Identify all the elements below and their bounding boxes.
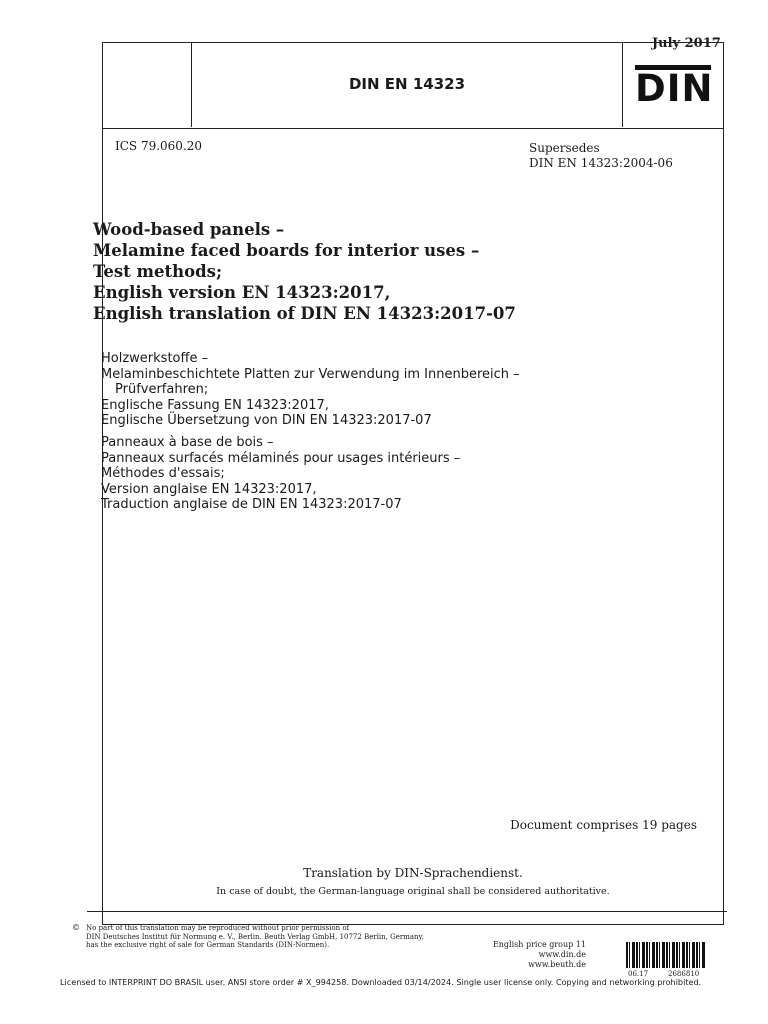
footer-legal bbox=[72, 923, 456, 950]
title-de-line: Melaminbeschichtete Platten zur Verwendung im Innenbereich – bbox=[101, 366, 520, 382]
web-link-din[interactable]: www.din.de bbox=[538, 950, 586, 959]
title-fr-line: Traduction anglaise de DIN EN 14323:2017-07 bbox=[101, 497, 402, 512]
title-fr-line: Panneaux à base de bois – bbox=[101, 435, 274, 450]
barcode bbox=[626, 942, 706, 968]
title-de-line: Englische Übersetzung von DIN EN 14323:2017-07 bbox=[101, 413, 432, 428]
din-logo bbox=[635, 65, 714, 110]
supersedes-block bbox=[529, 141, 673, 171]
publication-date: July 2017 bbox=[652, 36, 721, 51]
header-right-cell bbox=[622, 43, 723, 127]
legal-line: No part of this translation may be reproduced without prior permission of bbox=[86, 924, 350, 932]
title-en-line: Melamine faced boards for interior uses – bbox=[93, 241, 480, 260]
legal-line: has the exclusive right of sale for German Standards (DIN-Normen). bbox=[86, 941, 330, 949]
title-english bbox=[93, 219, 693, 324]
legal-line: DIN Deutsches Institut für Normung e. V., Berlin. Beuth Verlag GmbH, 10772 Berlin, Germany, bbox=[86, 932, 424, 941]
title-en-line: Test methods; bbox=[93, 262, 223, 281]
page-count: Document comprises 19 pages bbox=[510, 818, 697, 832]
title-fr-line: Version anglaise EN 14323:2017, bbox=[101, 481, 317, 497]
supersedes-value: DIN EN 14323:2004-06 bbox=[529, 156, 673, 170]
header-left-cell bbox=[103, 43, 192, 127]
title-en-line: English version EN 14323:2017, bbox=[93, 283, 391, 302]
price-block bbox=[490, 940, 586, 970]
web-link-beuth[interactable]: www.beuth.de bbox=[528, 960, 586, 969]
divider bbox=[87, 911, 727, 912]
cover-frame bbox=[93, 42, 724, 925]
din-logo-text: DIN bbox=[635, 67, 714, 110]
header-band bbox=[103, 43, 723, 129]
title-de-line: Holzwerkstoffe – bbox=[101, 351, 209, 366]
title-en-line: English translation of DIN EN 14323:2017-07 bbox=[93, 304, 516, 323]
title-french bbox=[101, 435, 701, 513]
translation-note: Translation by DIN-Sprachendienst. bbox=[303, 866, 523, 880]
title-de-line: Prüfverfahren; bbox=[115, 382, 209, 397]
title-german bbox=[101, 351, 701, 429]
doubt-note: In case of doubt, the German-language original shall be considered authoritative. bbox=[216, 886, 610, 897]
title-en-line: Wood-based panels – bbox=[93, 220, 285, 239]
title-de-line: Englische Fassung EN 14323:2017, bbox=[101, 397, 329, 413]
supersedes-label: Supersedes bbox=[529, 141, 600, 155]
barcode-number: 2686810 bbox=[668, 970, 700, 978]
title-fr-line: Panneaux surfacés mélaminés pour usages intérieurs – bbox=[101, 450, 461, 466]
standard-number: DIN EN 14323 bbox=[348, 75, 465, 93]
barcode-date: 06.17 bbox=[628, 970, 649, 978]
license-line: Licensed to INTERPRINT DO BRASIL user. ANSI store order # X_994258. Downloaded 03/14/2024. Single user license only. Copying and networking prohibited. bbox=[60, 977, 702, 987]
price-group: English price group 11 bbox=[492, 940, 586, 949]
copyright-symbol: © bbox=[72, 923, 80, 932]
title-fr-line: Méthodes d'essais; bbox=[101, 466, 225, 481]
ics-code: ICS 79.060.20 bbox=[115, 139, 203, 153]
